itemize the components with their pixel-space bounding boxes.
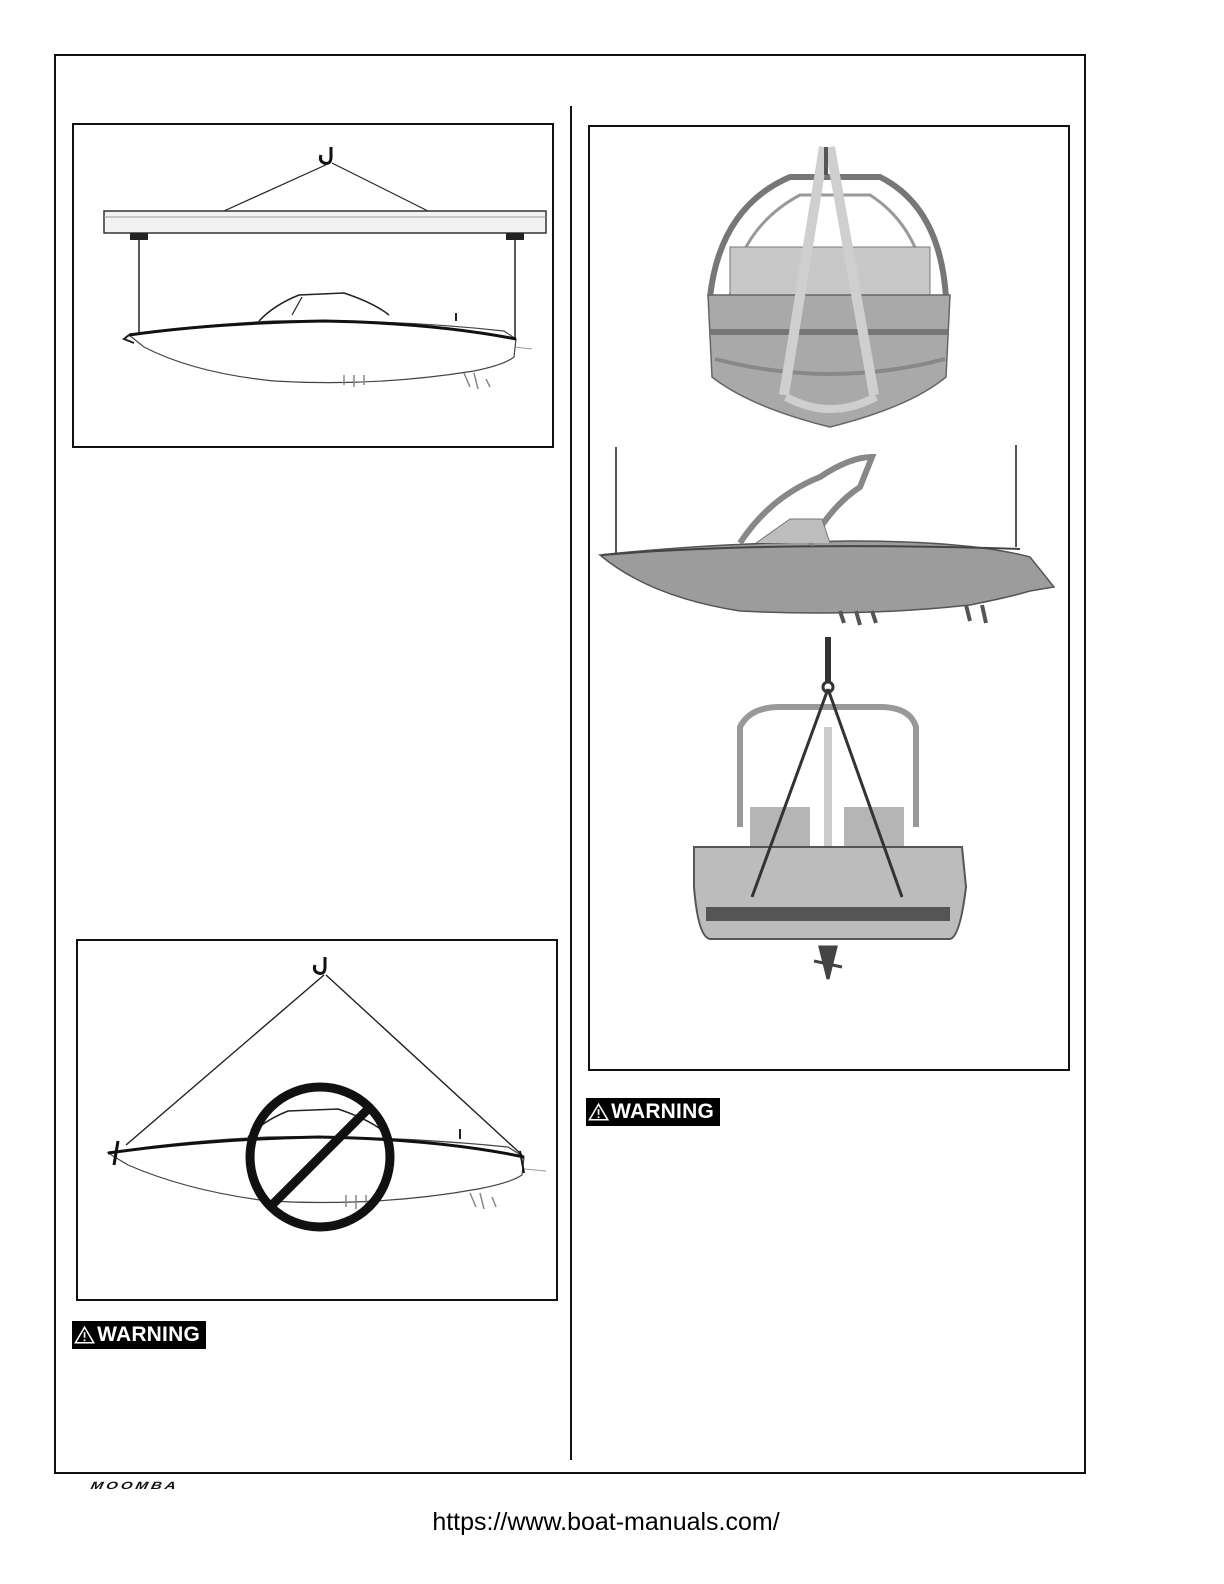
- spreader-bar: [104, 211, 546, 233]
- boat-stern-view-photo: [694, 637, 966, 979]
- warning-triangle-icon: [588, 1099, 609, 1125]
- figure-sling-lift-prohibited: [76, 939, 558, 1301]
- boat-side-view-photo: [600, 445, 1054, 625]
- warning-label: WARNING: [611, 1100, 714, 1123]
- boat-bow-view-photo: [708, 147, 950, 427]
- sling-lift-prohibited-illustration: [78, 941, 556, 1299]
- column-divider: [570, 106, 572, 1460]
- warning-triangle-icon: [74, 1322, 95, 1348]
- boat-side-view: [124, 293, 532, 389]
- warning-label: WARNING: [97, 1323, 200, 1346]
- crane-hook-icon: [320, 147, 331, 163]
- spreader-bar-lift-illustration: [74, 125, 552, 446]
- figure-lifting-strap-photos: [588, 125, 1070, 1071]
- footer-url[interactable]: https://www.boat-manuals.com/: [432, 1508, 780, 1536]
- crane-hook-icon: [314, 957, 325, 973]
- brand-logo: MOOMBA: [89, 1480, 180, 1492]
- figure-spreader-bar-lift: [72, 123, 554, 448]
- warning-badge-right: [586, 1098, 720, 1126]
- warning-badge-left: [72, 1321, 206, 1349]
- boat-side-view: [108, 1109, 546, 1209]
- lifting-strap-photos: [590, 127, 1068, 1069]
